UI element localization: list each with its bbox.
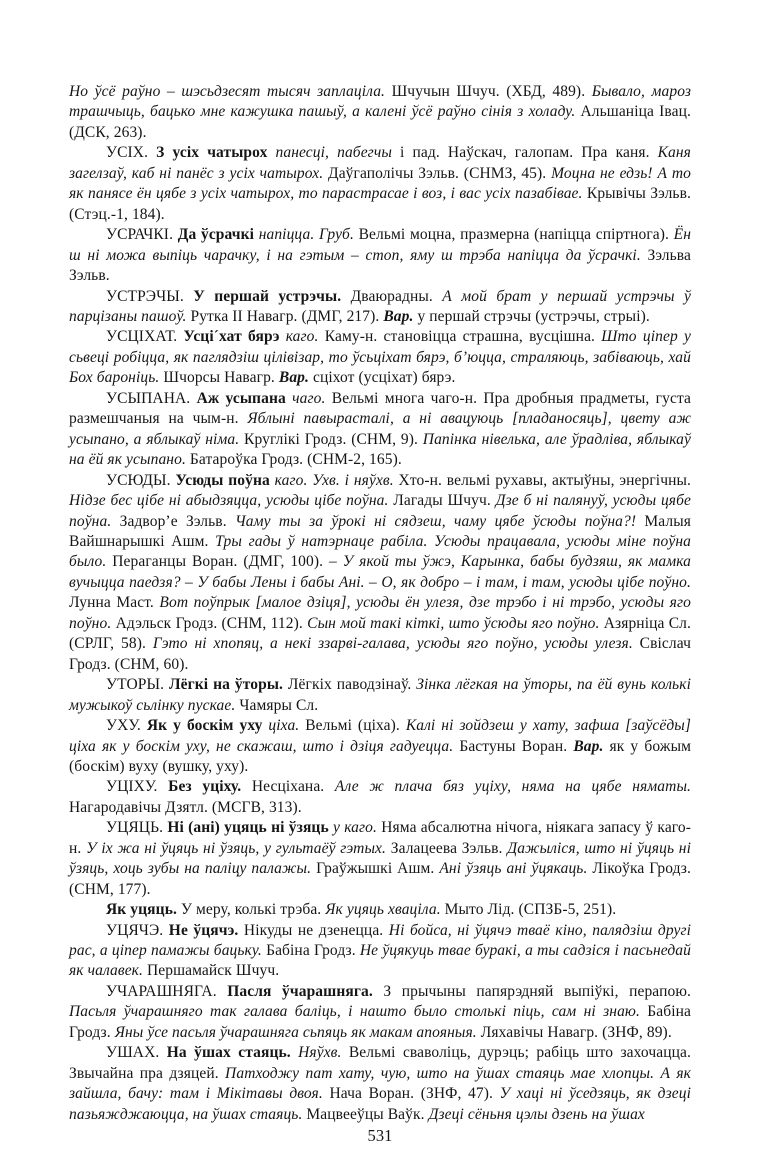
- entry-usrachki: [69, 225, 691, 286]
- text-run: З усіх чатырох: [156, 144, 276, 162]
- page-number: 531: [367, 1126, 393, 1146]
- text-run: Без уціху.: [168, 778, 252, 796]
- text-run: Пасля ўчарашняга.: [227, 982, 384, 1000]
- text-run: Ні бойса, ні ўцячэ тваё кіно, палядзіш другі рас, а ціпер памажы бацьку.: [69, 921, 692, 960]
- text-run: – У якой ты ўжэ, Карынка, бабы будзяш, як мамка вучыцца паедзя? – У бабы Лены і бабы Ані. – О, як добро – і там, і там, усюды цібе поўно.: [69, 553, 692, 591]
- text-run: Задвор’е Зэльв.: [119, 512, 235, 530]
- text-run: У меру, колькі трэба.: [180, 901, 326, 919]
- text-run: Мыто Лід. (СПЗБ-5, 251).: [444, 901, 617, 919]
- text-run: На ўшах стаяць.: [166, 1044, 299, 1062]
- text-run: Да ўсрачкі: [177, 226, 259, 244]
- text-run: Дзеці сёньня цэлы дзень на ўшах: [428, 1105, 645, 1123]
- text-run: У іх жа ні ўцяць ні ўзяць, у гультаёў гэтых.: [86, 839, 391, 857]
- text-run: Азярніца Сл. (СРЛГ, 58).: [69, 614, 691, 653]
- text-run: у каго.: [333, 819, 382, 837]
- text-run: Лікоўка Гродз. (СНМ, 177).: [69, 860, 692, 898]
- text-run: Як уцяць.: [106, 901, 181, 919]
- subentry-yak-ucyac: [69, 900, 691, 920]
- text-run: УЦІХУ.: [106, 778, 169, 796]
- text-run: Но ўсё раўно – шэсьдзесят тысяч заплаціла.: [69, 83, 392, 100]
- text-run: Дваюрадны.: [350, 287, 443, 305]
- text-run: Пераганцы Воран. (ДМГ, 100).: [112, 553, 330, 571]
- text-run: Дзе б ні палянуў, усюды цябе поўна.: [69, 492, 691, 530]
- text-run: Бабіна Гродз.: [266, 942, 360, 960]
- text-run: Каму-н. становіцца страшна, вусцішна.: [324, 328, 602, 346]
- text-run: Што ціпер у сьвеці робіцца, як паглядзіш цілівізар, то ўсьціхат бярэ, б’юцца, страляюць, забіваюць, хай Бох бароніць.: [69, 328, 692, 387]
- text-run: Яблыні павырасталі, а ні авацуюць [пладаносяць], цвету аж усыпано, а яблыкаў німа.: [69, 410, 691, 448]
- text-run: Хто-н. вельмі рухавы, актыўны, энергічны.: [398, 471, 691, 489]
- text-run: УЦЯЦЬ.: [106, 819, 168, 837]
- text-run: Але ж плача бяз уціху, няма на цябе няматы.: [334, 778, 692, 796]
- text-run: УСЦІХАТ.: [106, 328, 184, 346]
- text-run: Няўхв.: [298, 1044, 349, 1062]
- text-run: Круглікі Гродз. (СНМ, 9).: [244, 430, 423, 448]
- text-run: Моцна не едзь! А то як панясе ён цябе з усіх чатырох, то парастрасае і воз, і вас усіх пазабівае.: [69, 164, 692, 203]
- text-run: Вельмі многа чаго-н. Пра дробныя прадметы, густа размешчаныя на чым-н.: [69, 389, 691, 428]
- text-run: сціхот (усціхат) бярэ.: [312, 369, 456, 387]
- text-run: Чаму ты за ўрокі ні сядзеш, чаму цябе ўсюды поўна?!: [235, 512, 645, 530]
- text-run: чаго.: [292, 389, 332, 407]
- text-run: ціха.: [268, 717, 306, 735]
- text-run: Даўгаполічы Зэльв. (СНМЗ, 45).: [328, 164, 552, 182]
- text-run: Малыя Вайшнарышкі Ашм.: [69, 512, 691, 550]
- text-run: Гэто ні хпопяц, а некі ззарві-галава, усюды яго поўно, усюды улезя.: [152, 635, 640, 653]
- entry-utory: [69, 675, 691, 716]
- text-run: А мой брат у першай устрэчы ў парцізаны пашоў.: [69, 287, 691, 325]
- text-run: і пад. Наўскач, галопам. Пра каня.: [400, 144, 658, 162]
- entry-ukhu: [69, 716, 691, 777]
- entry-usypana: [69, 389, 691, 471]
- text-run: Нача Воран. (ЗНФ, 47).: [329, 1085, 500, 1103]
- text-run: Папінка нівелька, але ўрадліва, яблыкаў на ёй як усыпано.: [69, 430, 691, 469]
- text-run: Калі ні зойдзеш у хату, зафша [заўсёды] ціха як у боскім уху, не скажаш, што і дзіця гадуецца.: [69, 717, 691, 755]
- text-run: УСРАЧКІ.: [106, 226, 178, 244]
- text-run: Альшаніца Івац. (ДСК, 263).: [69, 103, 691, 141]
- text-run: Яны ўсе пасьля ўчарашняга сьпяць як макам апояныя.: [114, 1023, 481, 1041]
- text-run: Зінка лёгкая на ўторы, па ёй вунь колькі мужыкоў сьлінку пускае.: [69, 676, 691, 714]
- entry-usikh: [69, 143, 691, 225]
- entry-ushakh: [69, 1043, 691, 1125]
- text-run: УЦЯЧЭ.: [106, 921, 169, 939]
- text-run: Адэльск Гродз. (СНМ, 112).: [115, 614, 308, 632]
- text-run: УШАХ.: [106, 1044, 167, 1062]
- entries-text-block: [69, 82, 691, 1147]
- text-run: Нагародавічы Дзятл. (МСГВ, 313).: [69, 798, 302, 816]
- text-run: У першай устрэчы.: [193, 287, 351, 305]
- text-run: Дажыліся, што ні ўцяць ні ўзяць, хоць зубы на паліцу палажы.: [69, 839, 691, 878]
- entry-ucikhu: [69, 777, 691, 818]
- text-run: Батароўка Гродз. (СНМ-2, 165).: [189, 451, 402, 469]
- text-run: Бастуны Воран.: [459, 737, 574, 755]
- text-run: Вот поўпрык [малое дзіця], усюды ён улезя, дзе трэбо і ні трэбо, усюды яго поўно.: [69, 594, 691, 632]
- text-run: Вар.: [278, 369, 313, 387]
- text-run: Не ўцячэ.: [168, 921, 244, 939]
- text-run: Вельмі моцна, празмерна (напіцца спіртнога).: [358, 226, 674, 244]
- entry-ustrechy: [69, 287, 691, 328]
- text-run: Свіслач Гродз. (СНМ, 60).: [69, 635, 691, 673]
- text-run: Бывало, мароз трашчыць, бацько мне кажушка пашыў, а калені ўсё раўно сінія з холаду.: [69, 83, 691, 121]
- text-run: Лёгкіх паводзінаў.: [287, 676, 417, 694]
- text-run: Ні (ані) уцяць ні ўзяць: [167, 819, 333, 837]
- text-run: Вельмі сваволіць, дурэць; рабіць што захочацца. Звычайна пра дзяцей.: [69, 1044, 691, 1082]
- text-run: Чамяры Сл.: [239, 696, 319, 714]
- entry-ucharashnyaga: [69, 982, 691, 1043]
- text-run: Пасьля ўчарашняго так галава баліць, і нашто было столькі піць, сам ні знаю.: [69, 1003, 648, 1021]
- text-run: УСЫПАНА.: [106, 389, 197, 407]
- text-run: У хаці ні ўседзяць, як дзеці пазьяжджаюцца, на ўшах стаяць.: [69, 1085, 691, 1123]
- text-run: Залацеева Зэльв.: [390, 839, 508, 857]
- text-run: каго. Ухв. і няўхв.: [274, 471, 399, 489]
- text-run: Мацвееўцы Ваўк.: [306, 1105, 429, 1123]
- text-run: Крывічы Зэльв. (Стэц.-1, 184).: [69, 185, 691, 223]
- text-run: Вар.: [383, 307, 418, 325]
- text-run: Зэльва Зэльв.: [69, 246, 691, 285]
- text-run: Усюды поўна: [175, 471, 275, 489]
- text-run: УСТРЭЧЫ.: [106, 287, 194, 305]
- text-run: Лунна Маст.: [69, 594, 160, 612]
- text-run: Каня загелзаў, каб ні панёс з усіх чатырох.: [69, 144, 691, 182]
- text-run: панесці, пабегчы: [275, 144, 401, 162]
- text-run: УХУ.: [106, 717, 147, 735]
- text-run: Ён ш ні можа выпіць чарачку, і на гэтым – стоп, яму ш трэба напіцца да ўсрачкі.: [69, 226, 692, 264]
- text-run: Шчучын Шчуч. (ХБД, 489).: [391, 83, 592, 100]
- entry-uscikhat: [69, 327, 691, 388]
- text-run: УСІХ.: [106, 144, 157, 162]
- entry-usyudy: [69, 471, 691, 676]
- text-run: Як у боскім уху: [146, 717, 269, 735]
- text-run: Не ўцякуць твае буракі, а ты садзіся і пасьнедай як чалавек.: [69, 942, 691, 980]
- entry-ucyache: [69, 921, 691, 982]
- text-run: Няма абсалютна нічога, ніякага запасу ў каго-н.: [69, 819, 691, 857]
- text-run: Вельмі (ціха).: [305, 717, 406, 735]
- text-run: Шчорсы Навагр.: [163, 369, 279, 387]
- text-run: у першай стрэчы (устрэчы, стрыі).: [417, 307, 650, 325]
- text-run: Ані ўзяць ані ўцякаць.: [439, 860, 593, 878]
- text-run: Лагады Шчуч.: [393, 492, 496, 510]
- text-run: З прычыны папярэдняй выпіўкі, перапою.: [383, 982, 691, 1000]
- text-run: Несціхана.: [251, 778, 335, 796]
- text-run: напіцца. Груб.: [258, 226, 359, 244]
- text-run: Нікуды не дзенецца.: [243, 921, 389, 939]
- text-run: Як уцяць хваціла.: [325, 901, 445, 919]
- text-run: Усці´хат бярэ: [183, 328, 286, 346]
- text-run: як у божым (боскім) вуху (вушку, уху).: [69, 737, 692, 775]
- text-run: Вар.: [573, 737, 610, 755]
- text-run: Нідзе бес цібе ні абыдзяцца, усюды цібе поўна.: [69, 492, 394, 510]
- text-run: Першамайск Шчуч.: [146, 962, 280, 980]
- text-run: Ляхавічы Навагр. (ЗНФ, 89).: [480, 1023, 672, 1041]
- entry-ucyac: [69, 818, 691, 900]
- text-run: каго.: [285, 328, 325, 346]
- text-run: УТОРЫ.: [106, 676, 169, 694]
- text-run: Сын мой такі кіткі, што ўсюды яго поўно.: [307, 614, 604, 632]
- entry-continuation: [69, 82, 691, 143]
- text-run: Тры гады ў натэрнаце рабіла. Усюды працавала, усюды міне поўна было.: [69, 532, 691, 571]
- text-run: УЧАРАШНЯГА.: [106, 982, 228, 1000]
- text-run: Рутка ІІ Навагр. (ДМГ, 217).: [190, 307, 384, 325]
- text-run: Аж усыпана: [196, 389, 293, 407]
- text-run: Патходжу пат хату, чую, што на ўшах стаяць мае хлопцы. А як зайшла, бачу: там і Мікітавы двоя.: [69, 1064, 691, 1103]
- text-run: УСЮДЫ.: [106, 471, 176, 489]
- text-run: Лёгкі на ўторы.: [168, 676, 288, 694]
- text-run: Граўжышкі Ашм.: [316, 860, 440, 878]
- text-run: Бабіна Гродз.: [69, 1003, 691, 1041]
